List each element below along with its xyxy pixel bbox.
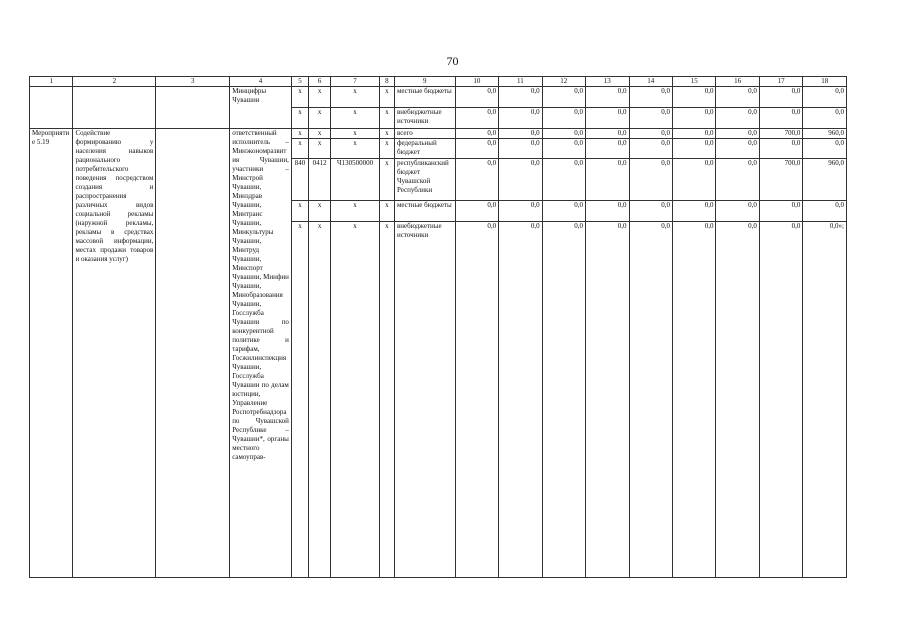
header-cell: 3 xyxy=(156,77,230,87)
value-cell: 0,0 xyxy=(455,87,498,108)
value-cell: 0,0 xyxy=(803,139,847,159)
cell-target: х xyxy=(331,87,380,108)
budget-table xyxy=(29,76,847,578)
cell-grbs: 840 xyxy=(291,159,308,201)
cell-type: х xyxy=(379,139,394,159)
header-cell: 14 xyxy=(629,77,672,87)
value-cell: 0,0 xyxy=(542,159,585,201)
cell-type: х xyxy=(379,222,394,578)
table-row xyxy=(30,87,847,108)
value-cell: 0,0 xyxy=(672,87,715,108)
value-cell: 0,0 xyxy=(629,108,672,129)
value-cell: 0,0 xyxy=(455,201,498,222)
value-cell: 0,0 xyxy=(672,201,715,222)
funding-source: внебюджетные источники xyxy=(394,108,455,129)
value-cell: 0,0 xyxy=(542,139,585,159)
cell-section: х xyxy=(309,201,331,222)
value-cell: 0,0 xyxy=(586,159,629,201)
value-cell: 0,0 xyxy=(586,108,629,129)
cell-grbs: х xyxy=(291,201,308,222)
empty-cell xyxy=(156,87,230,129)
value-cell: 0,0 xyxy=(759,201,802,222)
value-cell: 0,0 xyxy=(455,129,498,139)
cell-type: х xyxy=(379,108,394,129)
value-cell: 0,0 xyxy=(759,108,802,129)
value-cell: 0,0 xyxy=(499,129,542,139)
value-cell: 0,0 xyxy=(672,139,715,159)
value-cell: 0,0 xyxy=(499,159,542,201)
funding-source: федеральный бюджет xyxy=(394,139,455,159)
cell-section: 0412 xyxy=(309,159,331,201)
value-cell: 0,0 xyxy=(455,108,498,129)
header-cell: 8 xyxy=(379,77,394,87)
measure-name-cell xyxy=(73,87,156,129)
cell-type: х xyxy=(379,129,394,139)
funding-source: всего xyxy=(394,129,455,139)
header-cell: 12 xyxy=(542,77,585,87)
value-cell: 0,0 xyxy=(542,222,585,578)
cell-target: х xyxy=(331,222,380,578)
value-cell: 0,0 xyxy=(586,222,629,578)
value-cell: 0,0 xyxy=(672,129,715,139)
value-cell: 0,0 xyxy=(716,159,759,201)
value-cell: 0,0 xyxy=(716,108,759,129)
cell-target: х xyxy=(331,139,380,159)
value-cell: 0,0 xyxy=(586,87,629,108)
executor-cell: Минцифры Чувашии xyxy=(230,87,292,129)
header-cell: 5 xyxy=(291,77,308,87)
cell-section: х xyxy=(309,108,331,129)
cell-grbs: х xyxy=(291,87,308,108)
value-cell: 0,0 xyxy=(629,129,672,139)
cell-type: х xyxy=(379,201,394,222)
value-cell: 0,0 xyxy=(759,139,802,159)
cell-type: х xyxy=(379,87,394,108)
cell-grbs: х xyxy=(291,129,308,139)
header-cell: 9 xyxy=(394,77,455,87)
executor-cell: ответственный исполнитель – Минэкономразвития Чувашии, участники – Минстрой Чувашии, Минздрав Чувашии, Минтранс Чувашии, Минкультуры Чувашии, Минтруд Чувашии, Минспорт Чувашии, Минфин Чувашии, Минобразования Чувашии, Госслужба Чувашии по конкурентной политике и тарифам, Госжилинспекция Чувашии, Госслужба Чувашии по делам юстиции, Управление Роспотребнадзора по Чувашской Республике – Чувашии*, органы местного самоуправ- xyxy=(230,129,292,578)
funding-source: республиканский бюджет Чувашской Республики xyxy=(394,159,455,201)
value-cell: 0,0 xyxy=(672,222,715,578)
header-cell: 16 xyxy=(716,77,759,87)
value-cell: 0,0 xyxy=(455,222,498,578)
value-cell: 0,0 xyxy=(759,222,802,578)
value-cell: 0,0 xyxy=(499,87,542,108)
measure-name-cell: Содействие формированию у населения навыков рационального потребительского поведения посредством создания и распространения различных видов социальной рекламы (наружной рекламы, рекламы в средствах массовой информации, местах продажи товаров и оказания услуг) xyxy=(73,129,156,578)
value-cell: 0,0 xyxy=(542,129,585,139)
value-cell: 0,0 xyxy=(672,108,715,129)
value-cell: 0,0 xyxy=(629,159,672,201)
header-cell: 4 xyxy=(230,77,292,87)
value-cell: 0,0 xyxy=(803,201,847,222)
header-cell: 18 xyxy=(803,77,847,87)
value-cell: 0,0 xyxy=(629,139,672,159)
value-cell: 0,0 xyxy=(629,201,672,222)
header-cell: 15 xyxy=(672,77,715,87)
header-cell: 13 xyxy=(586,77,629,87)
value-cell: 0,0 xyxy=(716,129,759,139)
value-cell: 0,0 xyxy=(586,129,629,139)
header-cell: 6 xyxy=(309,77,331,87)
cell-grbs: х xyxy=(291,108,308,129)
empty-cell xyxy=(156,129,230,578)
value-cell: 960,0 xyxy=(803,129,847,139)
cell-target: х xyxy=(331,201,380,222)
value-cell: 0,0 xyxy=(499,139,542,159)
cell-target: х xyxy=(331,108,380,129)
value-cell: 0,0 xyxy=(672,159,715,201)
value-cell: 0,0 xyxy=(629,222,672,578)
value-cell: 0,0 xyxy=(499,201,542,222)
cell-target: Ч130500000 xyxy=(331,159,380,201)
value-cell: 0,0 xyxy=(716,139,759,159)
value-cell: 0,0 xyxy=(803,108,847,129)
cell-section: х xyxy=(309,87,331,108)
header-cell: 2 xyxy=(73,77,156,87)
value-cell: 0,0 xyxy=(716,87,759,108)
cell-grbs: х xyxy=(291,139,308,159)
header-row xyxy=(30,77,847,87)
value-cell: 0,0 xyxy=(542,108,585,129)
value-cell: 0,0 xyxy=(455,139,498,159)
value-cell: 0,0 xyxy=(586,139,629,159)
header-cell: 7 xyxy=(331,77,380,87)
value-cell: 0,0 xyxy=(455,159,498,201)
value-cell: 0,0 xyxy=(716,222,759,578)
value-cell: 0,0 xyxy=(499,108,542,129)
value-cell: 0,0 xyxy=(586,201,629,222)
funding-source: местные бюджеты xyxy=(394,87,455,108)
header-cell: 11 xyxy=(499,77,542,87)
cell-section: х xyxy=(309,139,331,159)
value-cell: 0,0 xyxy=(803,87,847,108)
value-cell: 0,0»; xyxy=(803,222,847,578)
value-cell: 0,0 xyxy=(716,201,759,222)
funding-source: местные бюджеты xyxy=(394,201,455,222)
table-row xyxy=(30,129,847,139)
cell-target: х xyxy=(331,129,380,139)
value-cell: 960,0 xyxy=(803,159,847,201)
value-cell: 700,0 xyxy=(759,159,802,201)
value-cell: 0,0 xyxy=(542,87,585,108)
cell-section: х xyxy=(309,222,331,578)
value-cell: 0,0 xyxy=(759,87,802,108)
measure-code-cell xyxy=(30,87,73,129)
header-cell: 1 xyxy=(30,77,73,87)
value-cell: 0,0 xyxy=(542,201,585,222)
value-cell: 0,0 xyxy=(629,87,672,108)
measure-code-cell: Мероприятие 5.19 xyxy=(30,129,73,578)
header-cell: 17 xyxy=(759,77,802,87)
page-number: 70 xyxy=(446,54,459,68)
cell-grbs: х xyxy=(291,222,308,578)
cell-section: х xyxy=(309,129,331,139)
header-cell: 10 xyxy=(455,77,498,87)
value-cell: 0,0 xyxy=(499,222,542,578)
funding-source: внебюджетные источники xyxy=(394,222,455,578)
value-cell: 700,0 xyxy=(759,129,802,139)
cell-type: х xyxy=(379,159,394,201)
